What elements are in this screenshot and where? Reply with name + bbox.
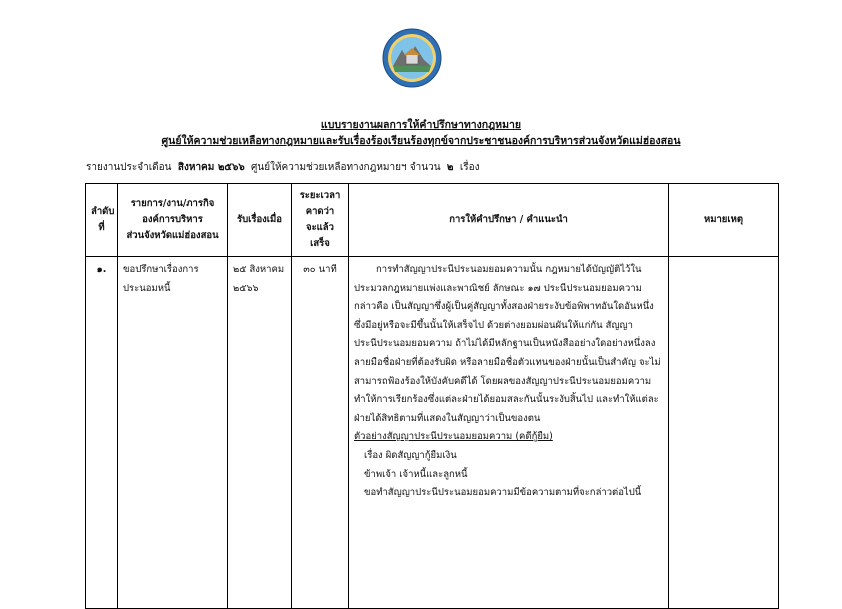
row-duration: ๓๐ นาที — [292, 257, 349, 609]
report-prefix: รายงานประจำเดือน — [86, 162, 172, 173]
col-header-task-line2: องค์การบริหาร — [142, 214, 203, 225]
col-header-time-line1: ระยะเวลา — [299, 190, 341, 201]
col-header-advice: การให้คำปรึกษา / คำแนะนำ — [349, 184, 669, 257]
report-table — [85, 183, 779, 609]
page-subtitle: ศูนย์ให้ความช่วยเหลือทางกฎหมายและรับเรื่องร้องเรียนร้องทุกข์จากประชาชนองค์การบริหารส่วนจังหวัดแม่ฮ่องสอน — [161, 135, 681, 147]
col-header-no: ลำดับที่ — [86, 184, 118, 257]
row-received-date: ๒๕ สิงหาคม ๒๕๖๖ — [228, 257, 292, 609]
page-title: แบบรายงานผลการให้คำปรึกษาทางกฎหมาย — [320, 119, 522, 131]
report-suffix: เรื่อง — [459, 162, 480, 173]
organization-seal-logo — [382, 28, 442, 88]
example-line-2: ข้าพเจ้า เจ้าหนี้และลูกหนี้ — [364, 468, 468, 480]
example-line-3: ขอทำสัญญาประนีประนอมยอมความมีข้อความตามที่จะกล่าวต่อไปนี้ — [364, 487, 642, 499]
report-middle: ศูนย์ให้ความช่วยเหลือทางกฎหมายฯ จำนวน — [251, 162, 441, 173]
example-heading: ตัวอย่างสัญญาประนีประนอมยอมความ (คดีกู้ยืม) — [354, 431, 553, 443]
table-row — [86, 257, 779, 609]
advice-paragraph: การทำสัญญาประนีประนอมยอมความนั้น กฎหมายได้บัญญัติไว้ในประมวลกฎหมายแพ่งและพาณิชย์ ลักษณะ ๑๗ ประนีประนอมยอมความ กล่าวคือ เป็นสัญญาซึ่งผู้เป็นคู่สัญญาทั้งสองฝ่ายระงับข้อพิพาทอันใดอันหนึ่งซึ่งมีอยู่หรือจะมีขึ้นนั้นให้เสร็จไป ด้วยต่างยอมผ่อนผันให้แก่กัน สัญญาประนีประนอมยอมความ ถ้าไม่ได้มีหลักฐานเป็นหนังสืออย่างใดอย่างหนึ่งลงลายมือชื่อฝ่ายที่ต้องรับผิด หรือลายมือชื่อตัวแทนของฝ่ายนั้นเป็นสำคัญ จะไม่สามารถฟ้องร้องให้บังคับคดีได้ โดยผลของสัญญาประนีประนอมยอมความ ทำให้การเรียกร้องซึ่งแต่ละฝ่ายได้ยอมสละกันนั้นระงับสิ้นไป และทำให้แต่ละฝ่ายได้สิทธิตามที่แสดงในสัญญาว่าเป็นของตน — [354, 264, 661, 424]
col-header-time — [292, 184, 349, 257]
row-note — [669, 257, 779, 609]
table-header-row — [86, 184, 779, 257]
report-month: สิงหาคม ๒๕๖๖ — [177, 162, 245, 173]
row-advice — [349, 257, 669, 609]
col-header-task-line3: ส่วนจังหวัดแม่ฮ่องสอน — [126, 230, 219, 241]
col-header-time-line2: คาดว่า — [305, 206, 335, 217]
row-task: ขอปรึกษาเรื่องการประนอมหนี้ — [118, 257, 228, 609]
report-summary-line — [86, 160, 480, 175]
example-line-1: เรื่อง ผิดสัญญากู้ยืมเงิน — [364, 449, 457, 461]
col-header-task — [118, 184, 228, 257]
row-number: ๑. — [86, 257, 118, 609]
report-count: ๒ — [446, 162, 454, 173]
col-header-task-line1: รายการ/งาน/ภารกิจ — [130, 198, 215, 209]
col-header-note: หมายเหตุ — [669, 184, 779, 257]
col-header-received: รับเรื่องเมื่อ — [228, 184, 292, 257]
col-header-time-line3: จะแล้วเสร็จ — [306, 222, 334, 249]
